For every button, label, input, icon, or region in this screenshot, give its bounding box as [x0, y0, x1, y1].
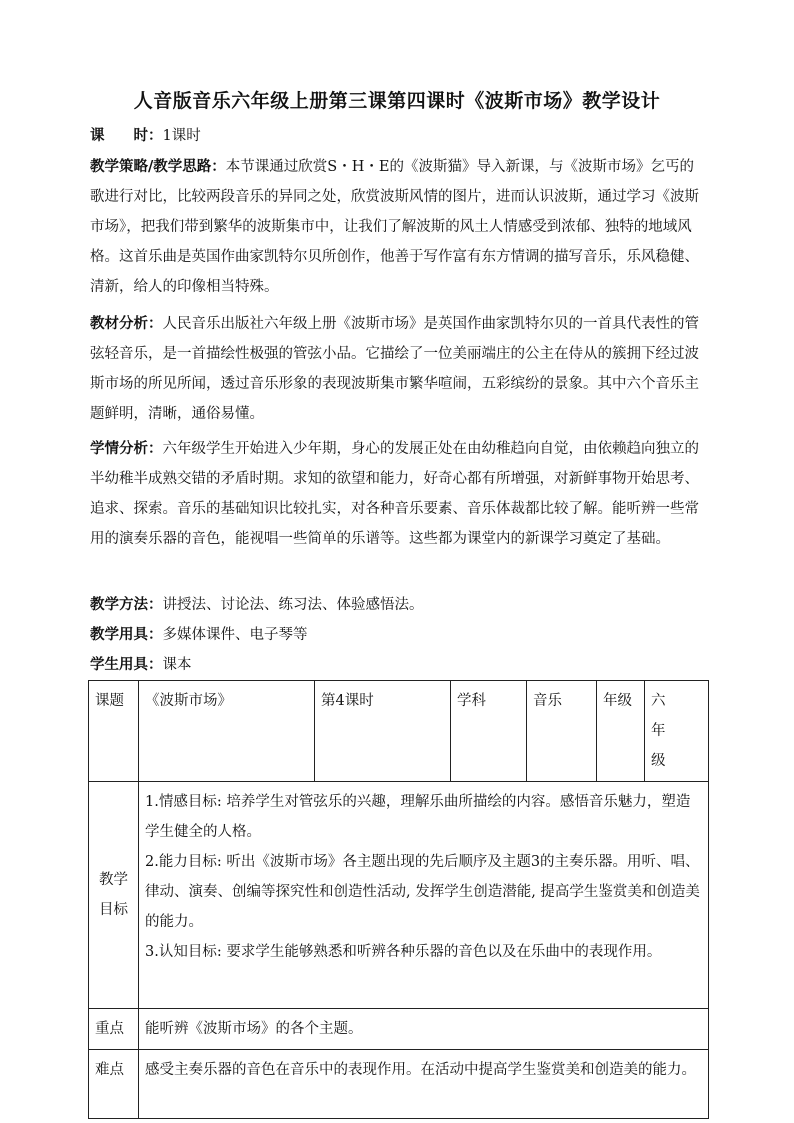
goal-ability: 2.能力目标: 听出《波斯市场》各主题出现的先后顺序及主题3的主奏乐器。用听、唱、律动、演奏、创编等探究性和创造性活动, 发挥学生创造潜能, 提高学生鉴赏美和创造美的能力。 — [145, 854, 700, 930]
grade-value-line-2: 级 — [651, 753, 666, 769]
material-analysis — [90, 309, 708, 429]
teaching-tools-label: 教学用具： — [90, 626, 163, 643]
goals-label-line-2: 目标 — [99, 902, 128, 918]
teaching-method — [90, 590, 708, 620]
teaching-tools — [90, 620, 708, 650]
teaching-strategy-label: 教学策略/教学思路： — [90, 158, 226, 175]
learner-analysis-text: 六年级学生开始进入少年期，身心的发展正处在由幼稚趋向自觉，由依赖趋向独立的半幼稚半成熟交错的矛盾时期。求知的欲望和能力，好奇心都有所增强，对新鲜事物开始思考、追求、探索。音乐的基础知识比较扎实，对各种音乐要素、音乐体裁都比较了解。能听辨一些常用的演奏乐器的音色，能视唱一些简单的乐谱等。这些都为课堂内的新课学习奠定了基础。 — [90, 441, 699, 547]
material-analysis-text: 人民音乐出版社六年级上册《波斯市场》是英国作曲家凯特尔贝的一首具代表性的管弦轻音乐，是一首描绘性极强的管弦小品。它描绘了一位美丽端庄的公主在侍从的簇拥下经过波斯市场的所见所闻，透过音乐形象的表现波斯集市繁华喧闹，五彩缤纷的景象。其中六个音乐主题鲜明，清晰，通俗易懂。 — [90, 316, 699, 422]
topic-label-cell: 课题 — [89, 681, 139, 782]
document-title: 人音版音乐六年级上册第三课第四课时《波斯市场》教学设计 — [133, 90, 661, 112]
goal-emotional: 1.情感目标: 培养学生对管弦乐的兴趣，理解乐曲所描绘的内容。感悟音乐魅力，塑造学生健全的人格。 — [145, 794, 691, 840]
teaching-strategy — [90, 152, 708, 302]
teaching-method-label: 教学方法： — [90, 596, 163, 613]
grade-value-cell — [645, 681, 709, 782]
table-row-header — [89, 681, 709, 782]
table-row-key-points — [89, 1009, 709, 1050]
table-row-goals — [89, 782, 709, 1009]
lesson-table — [88, 680, 709, 1119]
learner-analysis-label: 学情分析： — [90, 440, 163, 457]
learner-analysis — [90, 434, 708, 554]
student-tools-text: 课本 — [162, 657, 192, 673]
table-row-difficulties — [89, 1050, 709, 1119]
student-tools — [90, 650, 708, 680]
subject-value-cell: 音乐 — [527, 681, 597, 782]
goals-label-line-1: 教学 — [99, 872, 128, 888]
goals-content-cell — [139, 782, 709, 1009]
subject-label-cell: 学科 — [451, 681, 527, 782]
class-hours-label: 课 时： — [90, 127, 163, 144]
class-hours — [90, 121, 708, 151]
goals-label-cell — [89, 782, 139, 1009]
key-label-cell: 重点 — [89, 1009, 139, 1050]
topic-value-cell: 《波斯市场》 — [139, 681, 315, 782]
difficulty-content-cell: 感受主奏乐器的音色在音乐中的表现作用。在活动中提高学生鉴赏美和创造美的能力。 — [139, 1050, 709, 1119]
student-tools-label: 学生用具： — [90, 656, 163, 673]
teaching-strategy-text: 本节课通过欣赏S・H・E的《波斯猫》导入新课，与《波斯市场》乞丐的歌进行对比，比较两段音乐的异同之处，欣赏波斯风情的图片，进而认识波斯，通过学习《波斯市场》，把我们带到繁华的波斯集市中，让我们了解波斯的风土人情感受到浓郁、独特的地域风格。这首乐曲是英国作曲家凯特尔贝所创作，他善于写作富有东方情调的描写音乐，乐风稳健、清新，给人的印像相当特殊。 — [90, 159, 699, 295]
teaching-method-text: 讲授法、讨论法、练习法、体验感悟法。 — [162, 597, 424, 613]
teaching-tools-text: 多媒体课件、电子琴等 — [162, 627, 308, 643]
lesson-value-cell: 第4课时 — [315, 681, 451, 782]
difficulty-label-cell: 难点 — [89, 1050, 139, 1119]
material-analysis-label: 教材分析： — [90, 315, 163, 332]
key-content-cell: 能听辨《波斯市场》的各个主题。 — [139, 1009, 709, 1050]
grade-label-cell: 年级 — [597, 681, 645, 782]
grade-value-line-1: 六年 — [651, 693, 678, 739]
class-hours-value: 1课时 — [162, 128, 201, 144]
goal-cognitive: 3.认知目标: 要求学生能够熟悉和听辨各种乐器的音色以及在乐曲中的表现作用。 — [145, 944, 662, 960]
